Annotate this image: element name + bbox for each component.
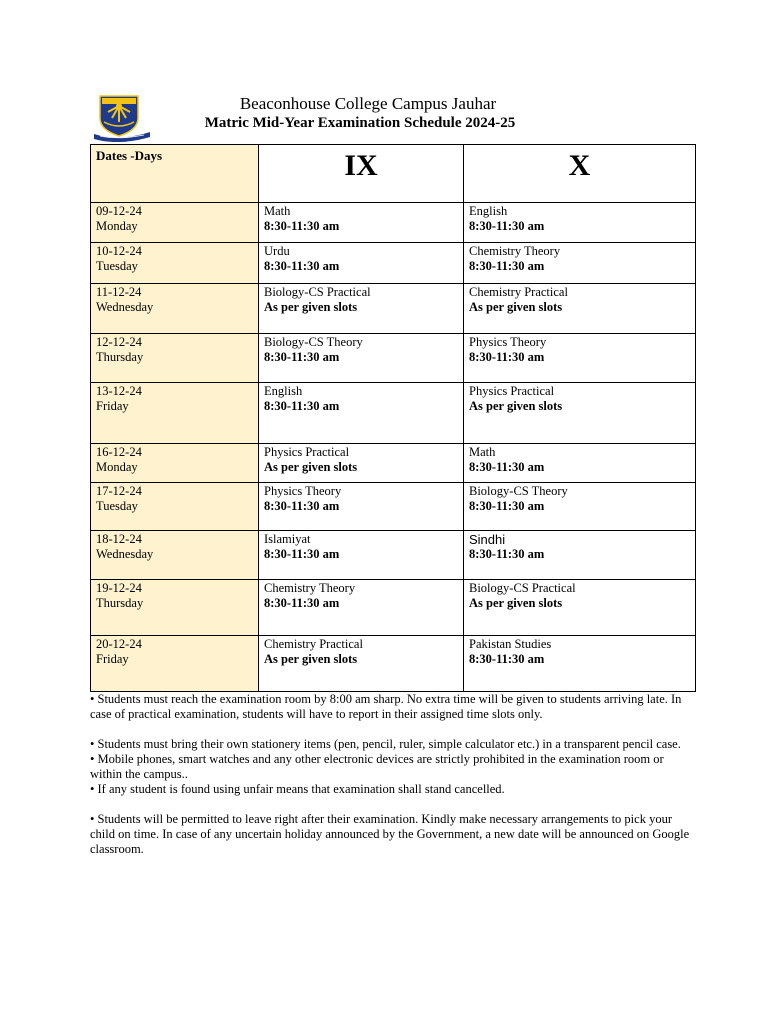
table-header-row — [91, 145, 696, 203]
instruction-item: • Students must reach the examination room by 8:00 am sharp. No extra time will be given to students arriving late. In case of practical examination, students will have to report in their assigned time slots only. — [90, 692, 682, 721]
date-cell: 10-12-24 Tuesday — [91, 243, 259, 284]
page-subtitle: Matric Mid-Year Examination Schedule 2024-25 — [204, 115, 516, 131]
instruction-item: • Mobile phones, smart watches and any other electronic devices are strictly prohibited in the examination room or within the campus.. — [90, 752, 664, 781]
page-title: Beaconhouse College Campus Jauhar — [239, 94, 497, 113]
ix-cell: Chemistry Practical As per given slots — [259, 636, 464, 692]
date-cell: 18-12-24 Wednesday — [91, 531, 259, 580]
ix-cell: Physics Practical As per given slots — [259, 444, 464, 483]
x-cell: Physics Practical As per given slots — [464, 383, 696, 444]
date-cell: 12-12-24 Thursday — [91, 334, 259, 383]
date-cell: 20-12-24 Friday — [91, 636, 259, 692]
table-row — [91, 383, 696, 444]
date-cell: 09-12-24 Monday — [91, 203, 259, 243]
x-cell: Chemistry Theory 8:30-11:30 am — [464, 243, 696, 284]
ix-cell: Biology-CS Theory 8:30-11:30 am — [259, 334, 464, 383]
column-header-x: X — [464, 145, 696, 203]
ix-cell: Biology-CS Practical As per given slots — [259, 284, 464, 334]
table-row — [91, 580, 696, 636]
x-cell: Sindhi 8:30-11:30 am — [464, 531, 696, 580]
ix-cell: Math 8:30-11:30 am — [259, 203, 464, 243]
table-row — [91, 636, 696, 692]
column-header-dates: Dates -Days — [91, 145, 259, 203]
x-cell: Math 8:30-11:30 am — [464, 444, 696, 483]
ix-cell: Physics Theory 8:30-11:30 am — [259, 483, 464, 531]
x-cell: Chemistry Practical As per given slots — [464, 284, 696, 334]
x-cell: Physics Theory 8:30-11:30 am — [464, 334, 696, 383]
x-cell: Biology-CS Theory 8:30-11:30 am — [464, 483, 696, 531]
x-cell: Biology-CS Practical As per given slots — [464, 580, 696, 636]
date-cell: 13-12-24 Friday — [91, 383, 259, 444]
date-cell: 17-12-24 Tuesday — [91, 483, 259, 531]
x-cell: English 8:30-11:30 am — [464, 203, 696, 243]
ix-cell: Islamiyat 8:30-11:30 am — [259, 531, 464, 580]
date-cell: 19-12-24 Thursday — [91, 580, 259, 636]
table-row — [91, 444, 696, 483]
table-row — [91, 284, 696, 334]
instruction-item: • If any student is found using unfair means that examination shall stand cancelled. — [90, 782, 505, 796]
exam-instructions — [90, 692, 690, 857]
x-cell: Pakistan Studies 8:30-11:30 am — [464, 636, 696, 692]
date-cell: 11-12-24 Wednesday — [91, 284, 259, 334]
table-row — [91, 243, 696, 284]
column-header-ix: IX — [259, 145, 464, 203]
table-row — [91, 203, 696, 243]
ix-cell: Urdu 8:30-11:30 am — [259, 243, 464, 284]
table-row — [91, 531, 696, 580]
exam-schedule-table — [90, 144, 696, 692]
table-row — [91, 483, 696, 531]
ix-cell: English 8:30-11:30 am — [259, 383, 464, 444]
instruction-item: • Students will be permitted to leave right after their examination. Kindly make necessary arrangements to pick your child on time. In case of any uncertain holiday announced by the Government, a new date will be announced on Google classroom. — [90, 812, 690, 856]
instruction-item: • Students must bring their own stationery items (pen, pencil, ruler, simple calculator etc.) in a transparent pencil case. — [90, 737, 681, 751]
ix-cell: Chemistry Theory 8:30-11:30 am — [259, 580, 464, 636]
date-cell: 16-12-24 Monday — [91, 444, 259, 483]
table-row — [91, 334, 696, 383]
